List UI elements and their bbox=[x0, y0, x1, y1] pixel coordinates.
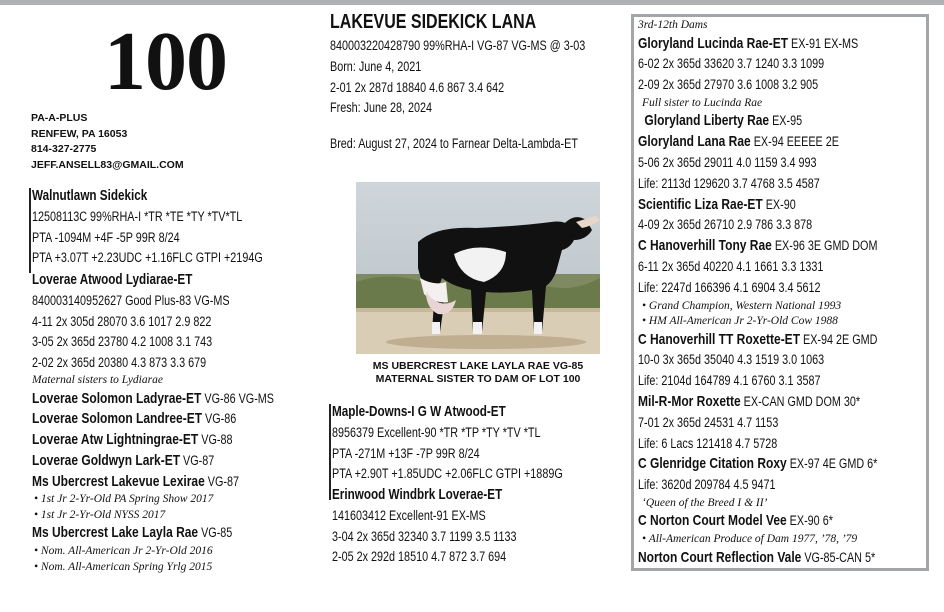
dam-ancestor-row bbox=[638, 330, 877, 351]
dam-ancestor-row bbox=[638, 195, 877, 216]
maternal-sister-row bbox=[32, 430, 274, 451]
dam-ancestor-row bbox=[638, 236, 877, 257]
dam-ancestor-row bbox=[638, 511, 877, 532]
dam-ancestor-score: EX-96 3E GMD DOM bbox=[771, 238, 878, 254]
dam-ancestor-record: Life: 3620d 209784 4.5 9471 bbox=[638, 477, 776, 493]
dam-ancestor-row bbox=[638, 132, 877, 153]
dam-ancestor-row bbox=[638, 34, 877, 55]
consignor-email: JEFF.ANSELL83@GMAIL.COM bbox=[31, 158, 184, 171]
top-border bbox=[0, 0, 944, 5]
dam-ancestor-note: • All-American Produce of Dam 1977, ’78, ’79 bbox=[642, 533, 858, 546]
dam-ancestor-name: Gloryland Lucinda Rae-ET bbox=[638, 34, 789, 52]
dam-ancestor-name: Gloryland Lana Rae bbox=[638, 133, 751, 151]
lot-number: 100 bbox=[104, 15, 227, 108]
dam-ancestor-record: 6-02 2x 365d 33620 3.7 1240 3.3 1099 bbox=[638, 56, 825, 72]
photo-caption-line: MS UBERCREST LAKE LAYLA RAE VG-85 bbox=[372, 360, 584, 372]
dam-ancestor-score: EX-CAN GMD DOM 30* bbox=[740, 393, 861, 409]
mgs-name: Maple-Downs-I G W Atwood-ET bbox=[332, 403, 506, 420]
dam-ancestor-name: C Norton Court Model Vee bbox=[638, 512, 787, 530]
maternal-sister-name: Ms Ubercrest Lake Layla Rae bbox=[32, 524, 199, 542]
dam-ancestor-record: 6-11 2x 365d 40220 4.1 1661 3.3 1331 bbox=[638, 258, 824, 274]
maternal-sisters-heading: Maternal sisters to Lydiarae bbox=[32, 374, 163, 386]
dam-block bbox=[32, 270, 279, 374]
dam-ancestor-score: EX-95 bbox=[769, 113, 803, 129]
fresh-line: Fresh: June 28, 2024 bbox=[330, 100, 433, 116]
dam-ancestor-record: 10-0 3x 365d 35040 4.3 1519 3.0 1063 bbox=[638, 352, 825, 368]
gdam-line: 141603412 Excellent-91 EX-MS bbox=[332, 507, 486, 523]
consignor-block bbox=[31, 111, 184, 173]
dam-ancestor-note: • HM All-American Jr 2-Yr-Old Cow 1988 bbox=[642, 315, 838, 328]
dam-ancestor-record: 4-09 2x 365d 26710 2.9 786 3.3 878 bbox=[638, 217, 813, 233]
dam-ancestor-note: • Grand Champion, Western National 1993 bbox=[642, 299, 842, 312]
dam-ancestor-record: Life: 2113d 129620 3.7 4768 3.5 4587 bbox=[638, 175, 820, 191]
dam-ancestor-name: Scientific Liza Rae-ET bbox=[638, 195, 763, 213]
dam-line: 2-02 2x 365d 20380 4.3 873 3.3 679 bbox=[32, 355, 207, 371]
maternal-sister-score: VG-88 bbox=[198, 432, 233, 448]
maternal-sister-name: Loverae Solomon Ladyrae-ET bbox=[32, 389, 202, 407]
maternal-sister-name: Loverae Goldwyn Lark-ET bbox=[32, 451, 181, 469]
dam-ancestor-name: Norton Court Reflection Vale bbox=[638, 548, 802, 566]
mgs-rule bbox=[329, 404, 331, 500]
dam-ancestor-row bbox=[638, 454, 877, 475]
gdam-line: 3-04 2x 365d 32340 3.7 1199 3.5 1133 bbox=[332, 528, 517, 544]
dam-ancestor-score: EX-91 EX-MS bbox=[788, 35, 859, 51]
mgs-block bbox=[332, 402, 620, 485]
consignor-city: RENFEW, PA 16053 bbox=[31, 127, 128, 140]
record-line: 2-01 2x 287d 18840 4.6 867 3.4 642 bbox=[330, 79, 505, 95]
dam-ancestor-row bbox=[638, 548, 877, 569]
dam-ancestor-record: 5-06 2x 365d 29011 4.0 1159 3.4 993 bbox=[638, 154, 817, 170]
dam-line: 3-05 2x 365d 23780 4.2 1008 3.1 743 bbox=[32, 334, 213, 350]
dam-ancestor-name: C Hanoverhill Tony Rae bbox=[638, 237, 772, 255]
dam-ancestor-score: EX-90 6* bbox=[786, 513, 833, 529]
maternal-sister-score: VG-87 bbox=[204, 473, 239, 489]
mgs-line: PTA +2.90T +1.85UDC +2.06FLC GTPI +1889G bbox=[332, 466, 563, 482]
maternal-sister-note: • Nom. All-American Jr 2-Yr-Old 2016 bbox=[34, 545, 213, 558]
gdam-name: Erinwood Windbrk Loverae-ET bbox=[332, 486, 503, 503]
born-line: Born: June 4, 2021 bbox=[330, 58, 422, 74]
photo-caption bbox=[356, 360, 600, 386]
dam-ancestor-record: Life: 6 Lacs 121418 4.7 5728 bbox=[638, 435, 778, 451]
maternal-sister-name: Loverae Atw Lightningrae-ET bbox=[32, 431, 199, 449]
dam-ancestor-record: Life: 2247d 166396 4.1 6904 3.4 5612 bbox=[638, 279, 821, 295]
dam-ancestor-score: VG-85-CAN 5* bbox=[801, 549, 876, 565]
cow-photo bbox=[356, 182, 600, 354]
dam-ancestor-name: Gloryland Liberty Rae bbox=[644, 112, 770, 130]
dam-ancestor-record: 2-09 2x 365d 27970 3.6 1008 3.2 905 bbox=[638, 77, 819, 93]
dam-line: 4-11 2x 305d 28070 3.6 1017 2.9 822 bbox=[32, 313, 212, 329]
dam-ancestor-name: Mil-R-Mor Roxette bbox=[638, 392, 741, 410]
maternal-sisters bbox=[32, 373, 335, 575]
maternal-sister-row bbox=[32, 451, 274, 472]
dams-block bbox=[638, 18, 937, 569]
dam-ancestor-record: 7-01 2x 365d 24531 4.7 1153 bbox=[638, 414, 779, 430]
dam-ancestor-name: C Hanoverhill TT Roxette-ET bbox=[638, 330, 801, 348]
page-title: LAKEVUE SIDEKICK LANA bbox=[330, 11, 537, 33]
sire-block bbox=[32, 186, 320, 269]
dam-ancestor-score: EX-97 4E GMD 6* bbox=[786, 456, 878, 472]
sire-line: 12508113C 99%RHA-I *TR *TE *TY *TV*TL bbox=[32, 208, 243, 224]
maternal-sister-row bbox=[32, 523, 274, 544]
maternal-sister-score: VG-85 bbox=[198, 525, 233, 541]
maternal-sister-note: • 1st Jr 2-Yr-Old NYSS 2017 bbox=[34, 508, 166, 521]
sire-rule bbox=[29, 188, 31, 273]
maternal-sister-row bbox=[32, 409, 274, 430]
dam-ancestor-note: Full sister to Lucinda Rae bbox=[642, 96, 763, 109]
consignor-name: PA-A-PLUS bbox=[31, 112, 88, 124]
dam-ancestor-score: EX-90 bbox=[762, 196, 796, 212]
maternal-sister-score: VG-87 bbox=[180, 452, 215, 468]
gdam-line: 2-05 2x 292d 18510 4.7 872 3.7 694 bbox=[332, 549, 507, 565]
maternal-sister-score: VG-86 bbox=[202, 411, 237, 427]
maternal-sister-row bbox=[32, 389, 274, 410]
dam-ancestor-score: EX-94 2E GMD bbox=[800, 331, 878, 347]
bred-line: Bred: August 27, 2024 to Farnear Delta-Lambda-ET bbox=[330, 136, 578, 151]
cow-photo-illustration bbox=[356, 182, 600, 354]
maternal-sister-score: VG-86 VG-MS bbox=[201, 390, 275, 406]
dam-ancestor-note: ‘Queen of the Breed I & II’ bbox=[642, 496, 768, 509]
header-info bbox=[330, 36, 649, 119]
dams-heading: 3rd-12th Dams bbox=[638, 19, 708, 31]
maternal-sister-note: • Nom. All-American Spring Yrlg 2015 bbox=[34, 560, 213, 573]
dam-line: 840003140952627 Good Plus-83 VG-MS bbox=[32, 292, 230, 308]
maternal-sister-name: Loverae Solomon Landree-ET bbox=[32, 410, 203, 428]
dam-ancestor-row bbox=[638, 111, 877, 132]
bred-block bbox=[330, 134, 640, 155]
dam-name: Loverae Atwood Lydiarae-ET bbox=[32, 271, 193, 288]
registration-line: 840003220428790 99%RHA-I VG-87 VG-MS @ 3-03 bbox=[330, 38, 586, 53]
sire-name: Walnutlawn Sidekick bbox=[32, 187, 148, 204]
dam-ancestor-name: C Glenridge Citation Roxy bbox=[638, 455, 787, 473]
photo-caption-line: MATERNAL SISTER TO DAM OF LOT 100 bbox=[375, 373, 581, 385]
dam-ancestor-row bbox=[638, 392, 877, 413]
mgs-line: PTA -271M +13F -7P 99R 8/24 bbox=[332, 445, 480, 461]
dam-ancestor-record: Life: 2104d 164789 4.1 6760 3.1 3587 bbox=[638, 373, 821, 389]
dam-ancestor-score: EX-94 EEEEE 2E bbox=[750, 134, 839, 150]
maternal-sister-row bbox=[32, 472, 274, 493]
sire-line: PTA -1094M +4F -5P 99R 8/24 bbox=[32, 229, 180, 245]
maternal-sister-note: • 1st Jr 2-Yr-Old PA Spring Show 2017 bbox=[34, 493, 214, 506]
maternal-sisters-list bbox=[32, 389, 335, 576]
sire-line: PTA +3.07T +2.23UDC +1.16FLC GTPI +2194G bbox=[32, 250, 263, 266]
consignor-phone: 814-327-2775 bbox=[31, 143, 97, 155]
gdam-block bbox=[332, 485, 563, 568]
mgs-line: 8956379 Excellent-90 *TR *TP *TY *TV *TL bbox=[332, 424, 541, 440]
dams-list bbox=[638, 34, 937, 569]
maternal-sister-name: Ms Ubercrest Lakevue Lexirae bbox=[32, 472, 205, 490]
